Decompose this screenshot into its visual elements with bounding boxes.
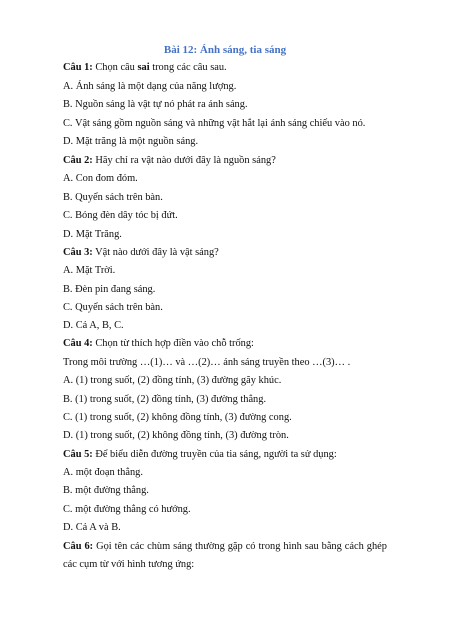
q2-option-a: A. Con đom đóm. (63, 173, 138, 184)
q2-option-c: C. Bóng đèn dây tóc bị đứt. (63, 210, 178, 221)
question-label: Câu 1: (63, 62, 93, 73)
question-text-pre: Chọn câu (92, 62, 138, 73)
q5-option-a: A. một đoạn thẳng. (63, 467, 143, 478)
question-5 (63, 448, 337, 462)
question-text: Hãy chỉ ra vật nào dưới đây là nguồn sáng? (92, 155, 276, 166)
q3-option-b: B. Đèn pin đang sáng. (63, 284, 156, 295)
question-text-post: trong các câu sau. (149, 62, 227, 73)
question-label: Câu 3: (63, 247, 93, 258)
q2-option-d: D. Mặt Trăng. (63, 229, 122, 240)
q4-stem: Trong môi trường …(1)… và …(2)… ánh sáng truyền theo …(3)… . (63, 357, 351, 368)
question-6-continuation: các cụm từ với hình tương ứng: (63, 559, 195, 570)
question-label: Câu 2: (63, 155, 93, 166)
q3-option-a: A. Mặt Trời. (63, 265, 116, 276)
q4-option-a: A. (1) trong suốt, (2) đồng tính, (3) đường gãy khúc. (63, 375, 282, 386)
q5-option-b: B. một đường thẳng. (63, 485, 149, 496)
q3-option-d: D. Cả A, B, C. (63, 320, 124, 331)
q1-option-b: B. Nguồn sáng là vật tự nó phát ra ánh sáng. (63, 99, 248, 110)
question-6 (63, 540, 387, 554)
question-label: Câu 6: (63, 541, 94, 552)
question-text: Vật nào dưới đây là vật sáng? (92, 247, 219, 258)
question-label: Câu 5: (63, 449, 93, 460)
question-3 (63, 246, 219, 260)
q5-option-c: C. một đường thẳng có hướng. (63, 504, 191, 515)
question-text: Để biểu diễn đường truyền của tia sáng, người ta sử dụng: (92, 449, 337, 460)
q4-option-b: B. (1) trong suốt, (2) đồng tính, (3) đường thẳng. (63, 394, 267, 405)
question-2 (63, 154, 276, 168)
question-1 (63, 61, 227, 75)
q2-option-b: B. Quyển sách trên bàn. (63, 192, 163, 203)
q1-option-d: D. Mặt trăng là một nguồn sáng. (63, 136, 199, 147)
q4-option-c: C. (1) trong suốt, (2) không đồng tính, (3) đường cong. (63, 412, 292, 423)
question-emphasis: sai (137, 62, 150, 73)
question-text-line-1: Gọi tên các chùm sáng thường gặp có trong hình sau bằng cách ghép (93, 541, 387, 552)
lesson-title: Bài 12: Ánh sáng, tia sáng (163, 44, 287, 56)
question-text: Chọn từ thích hợp điền vào chỗ trống: (92, 338, 254, 349)
q4-option-d: D. (1) trong suốt, (2) không đồng tính, (3) đường tròn. (63, 430, 289, 441)
question-label: Câu 4: (63, 338, 93, 349)
question-4 (63, 337, 254, 351)
q5-option-d: D. Cả A và B. (63, 522, 121, 533)
q1-option-a: A. Ánh sáng là một dạng của năng lượng. (63, 81, 237, 92)
q3-option-c: C. Quyển sách trên bàn. (63, 302, 163, 313)
q1-option-c: C. Vật sáng gồm nguồn sáng và những vật hắt lại ánh sáng chiếu vào nó. (63, 118, 366, 129)
